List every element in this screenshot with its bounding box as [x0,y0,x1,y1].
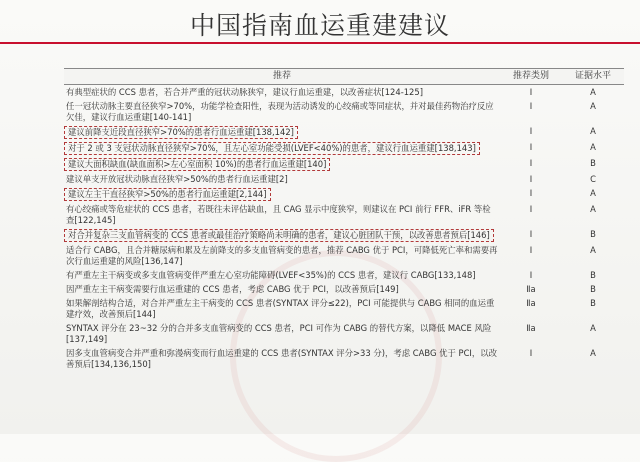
recommendation-text: 有典型症状的 CCS 患者，若合并严重的冠状动脉狭窄，建议行血运重建，以改善症状[124-125] [66,87,423,97]
recommendation-text: 对合并复杂三支血管病变的 CCS 患者或最佳治疗策略尚未明确的患者，建议心脏团队干预，以改善患者预后[146] [64,229,494,242]
recommendation-class: Ⅰ [529,188,533,198]
evidence-level: A [590,188,596,198]
recommendation-text: 因多支血管病变合并严重和弥漫病变而行血运重建的 CCS 患者(SYNTAX 评分>33 分)，考虑 CABG 优于 PCI，以改善预后[134,136,150] [66,348,498,369]
recommendation-text: 因严重左主干病变需要行血运重建的 CCS 患者，考虑 CABG 优于 PCI，以改善预后[149] [66,284,399,294]
recommendation-class: Ⅰ [529,87,533,97]
table-row [64,99,624,124]
evidence-level: B [590,158,596,168]
recommendation-class: Ⅰ [529,245,533,255]
recommendation-class: Ⅰ [529,126,533,136]
table-row [64,346,624,371]
table-row [64,202,624,227]
recommendation-class: Ⅱa [526,298,536,308]
recommendation-text: 有心绞痛或等危症状的 CCS 患者，若既往未评估缺血，且 CAG 显示中度狭窄，则建议在 PCI 前行 FFR、iFR 等检查[122,145] [66,204,491,225]
table-header [64,68,624,85]
recommendation-class: Ⅱa [526,323,536,333]
table-row [64,156,624,172]
recommendation-class: Ⅰ [529,348,533,358]
recommendation-class: Ⅰ [529,229,533,239]
page-title: 中国指南血运重建建议 [189,11,450,40]
table-body [64,85,624,371]
recommendation-text: 建议单支开放冠状动脉直径狭窄>50%的患者行血运重建[2] [66,174,288,184]
table-row [64,282,624,296]
recommendation-text: 适合行 CABG，且合并糖尿病和累及左前降支的多支血管病变的患者，推荐 CABG 优于 PCI，可降低死亡率和需要再次行血运重建的风险[136,147] [66,245,498,266]
table-row [64,172,624,186]
recommendation-class: Ⅰ [529,142,533,152]
header-level: 证据水平 [574,71,611,81]
table-row [64,140,624,156]
recommendation-text: SYNTAX 评分在 23~32 分的合并多支血管病变的 CCS 患者，PCI 可作为 CABG 的替代方案，以降低 MACE 风险[137,149] [66,323,492,344]
table-row [64,321,624,346]
evidence-level: A [590,126,596,136]
header-class: 推荐类别 [512,71,549,81]
recommendation-class: Ⅰ [529,101,533,111]
evidence-level: A [590,142,596,152]
table-row [64,124,624,140]
recommendation-text: 建议前降支近段直径狭窄>70%的患者行血运重建[138,142] [64,126,298,139]
evidence-level: B [590,284,596,294]
evidence-level: A [590,245,596,255]
recommendation-class: Ⅰ [529,174,533,184]
title-divider [0,42,640,44]
table-row [64,85,624,99]
evidence-level: A [590,323,596,333]
evidence-level: A [590,204,596,214]
recommendation-text: 有严重左主干病变或多支血管病变伴严重左心室功能障碍(LVEF<35%)的 CCS 患者，建议行 CABG[133,148] [66,270,476,280]
evidence-level: A [590,87,596,97]
header-recommendation: 推荐 [272,71,291,81]
recommendation-class: Ⅱa [526,284,536,294]
recommendation-text: 对于 2 或 3 支冠状动脉直径狭窄>70%，且左心室功能受损(LVEF<40%)的患者，建议行血运重建[138,143] [64,142,480,155]
recommendation-class: Ⅰ [529,158,533,168]
evidence-level: A [590,348,596,358]
recommendation-class: Ⅰ [529,270,533,280]
recommendation-text: 如果解剖结构合适，对合并严重左主干病变的 CCS 患者(SYNTAX 评分≤22)，PCI 可能提供与 CABG 相同的血运重建疗效，改善预后[144] [66,298,495,319]
evidence-level: B [590,270,596,280]
recommendation-text: 建议大面积缺血(缺血面积>左心室面积 10%)的患者行血运重建[140] [64,158,330,171]
table-row [64,243,624,268]
table-row [64,227,624,243]
table-row [64,296,624,321]
recommendation-text: 建议左主干直径狭窄>50%的患者行血运重建[2,144] [64,188,271,201]
evidence-level: B [590,298,596,308]
recommendation-table [64,68,624,371]
evidence-level: B [590,229,596,239]
evidence-level: A [590,101,596,111]
recommendation-text: 任一冠状动脉主要直径狭窄>70%，功能学检查阳性，表现为活动诱发的心绞痛或等同症状，并对最佳药物治疗反应欠佳，建议行血运重建[140-141] [66,101,494,122]
table-row [64,268,624,282]
evidence-level: C [590,174,596,184]
recommendation-class: Ⅰ [529,204,533,214]
table-row [64,186,624,202]
